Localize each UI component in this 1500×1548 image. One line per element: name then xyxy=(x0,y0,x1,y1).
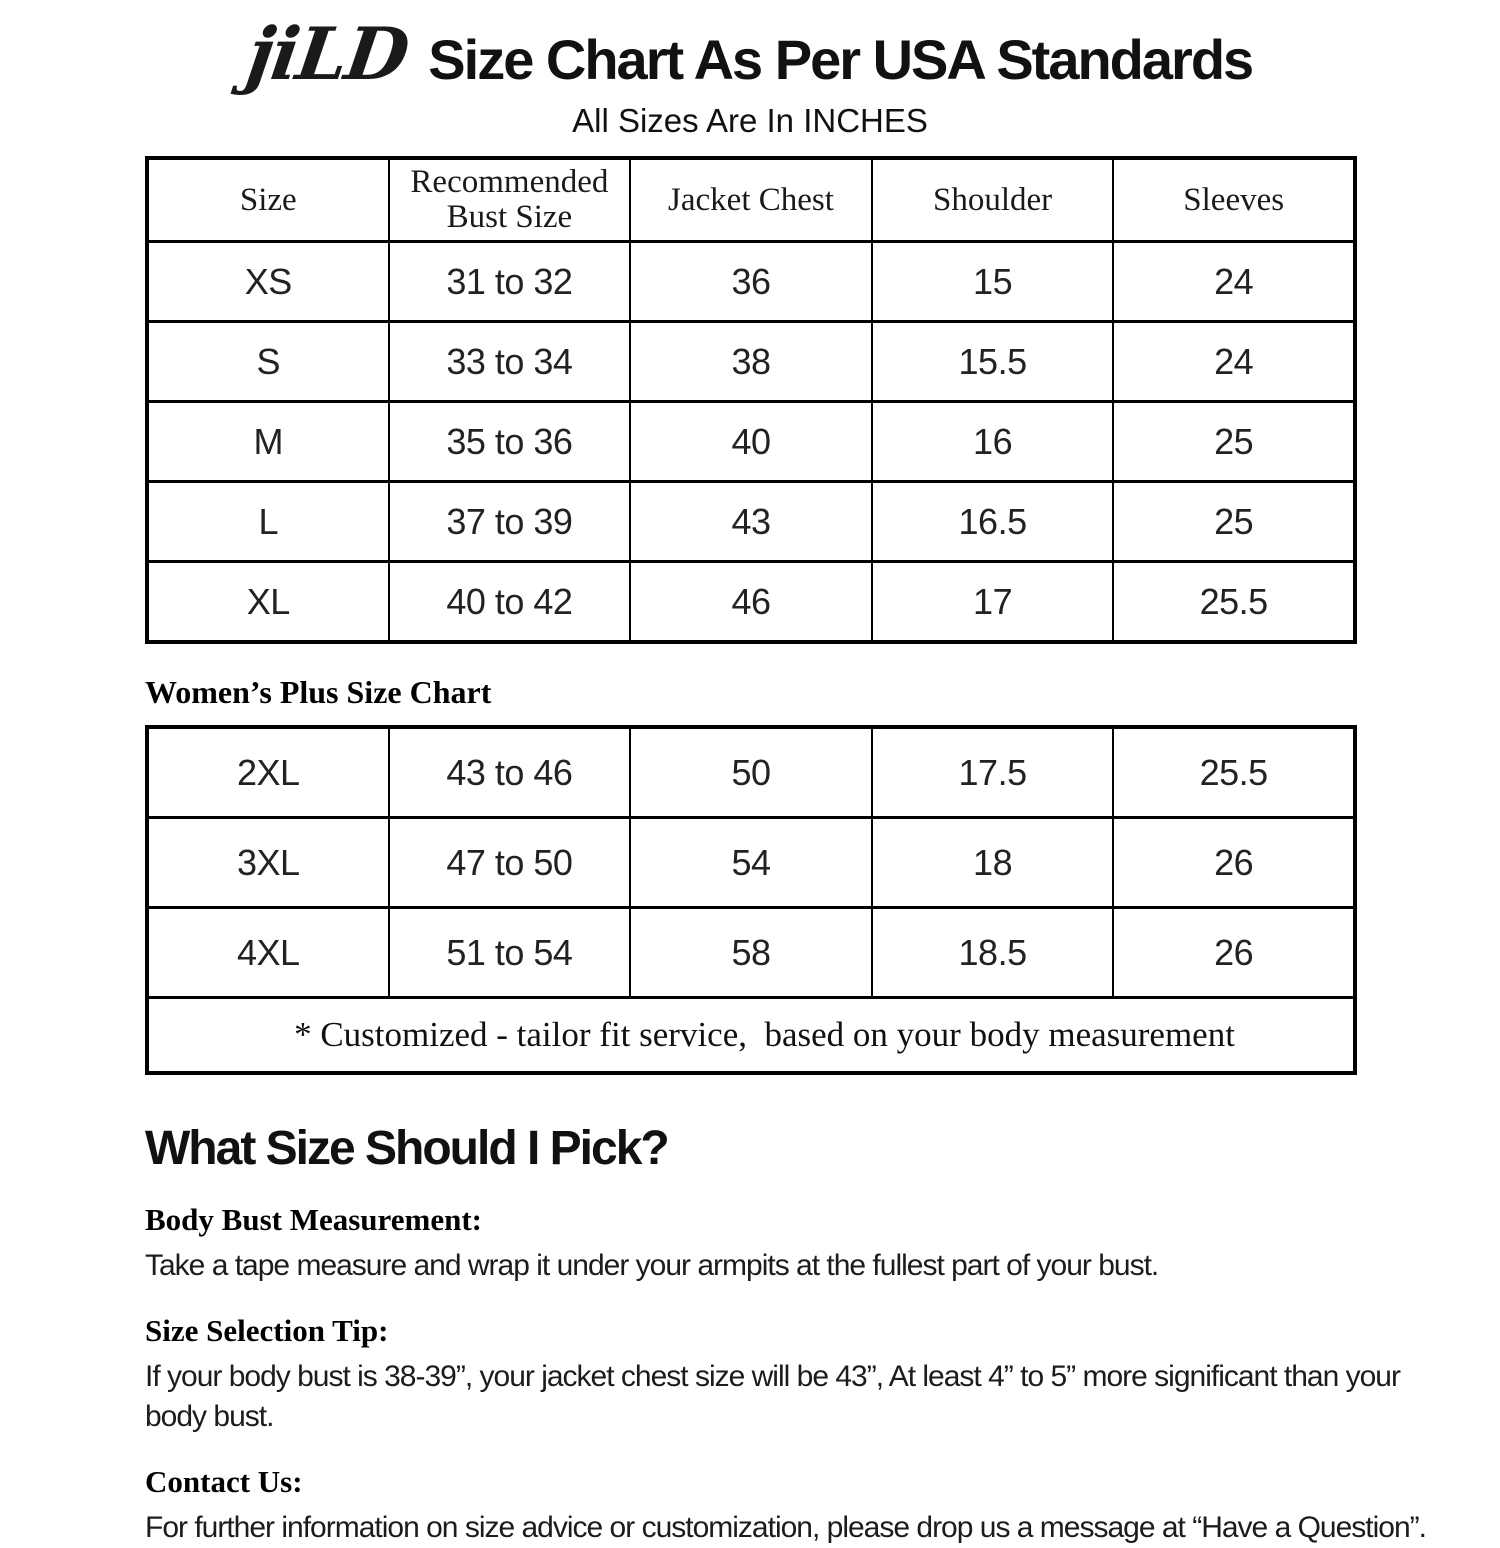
page-header xyxy=(0,18,1500,90)
size-guide-section xyxy=(145,1121,1445,1548)
cell-chest: 54 xyxy=(630,818,872,908)
guide-section-contact xyxy=(145,1464,1445,1548)
cell-sleeves: 24 xyxy=(1113,242,1355,322)
table-row xyxy=(147,562,1355,643)
guide-subheading-bust: Body Bust Measurement: xyxy=(145,1202,1445,1238)
cell-sleeves: 24 xyxy=(1113,322,1355,402)
cell-chest: 43 xyxy=(630,482,872,562)
cell-shoulder: 16 xyxy=(872,402,1114,482)
cell-size: XS xyxy=(147,242,389,322)
table-row xyxy=(147,242,1355,322)
guide-text-tip: If your body bust is 38-39”, your jacket chest size will be 43”, At least 4” to 5” more significant than your body bust. xyxy=(145,1357,1445,1438)
plus-size-table xyxy=(145,725,1357,1075)
guide-section-tip xyxy=(145,1313,1445,1438)
page-title: Size Chart As Per USA Standards xyxy=(428,32,1252,88)
cell-shoulder: 17 xyxy=(872,562,1114,643)
tables-section xyxy=(145,156,1357,1075)
cell-sleeves: 25 xyxy=(1113,402,1355,482)
cell-sleeves: 25 xyxy=(1113,482,1355,562)
standard-size-table xyxy=(145,156,1357,644)
page-subtitle: All Sizes Are In INCHES xyxy=(0,102,1500,140)
guide-subheading-contact: Contact Us: xyxy=(145,1464,1445,1500)
cell-chest: 58 xyxy=(630,908,872,998)
customized-footnote: * Customized - tailor fit service, based on your body measurement xyxy=(147,998,1355,1074)
cell-chest: 36 xyxy=(630,242,872,322)
cell-bust: 51 to 54 xyxy=(389,908,631,998)
guide-heading: What Size Should I Pick? xyxy=(145,1121,1445,1176)
cell-shoulder: 16.5 xyxy=(872,482,1114,562)
cell-size: M xyxy=(147,402,389,482)
cell-bust: 47 to 50 xyxy=(389,818,631,908)
cell-sleeves: 25.5 xyxy=(1113,562,1355,643)
table-row xyxy=(147,818,1355,908)
cell-sleeves: 26 xyxy=(1113,818,1355,908)
table-row xyxy=(147,727,1355,818)
cell-bust: 40 to 42 xyxy=(389,562,631,643)
cell-chest: 46 xyxy=(630,562,872,643)
guide-text-contact: For further information on size advice or customization, please drop us a message at “Have a Question”. xyxy=(145,1508,1445,1548)
cell-bust: 31 to 32 xyxy=(389,242,631,322)
column-header-chest: Jacket Chest xyxy=(630,158,872,242)
cell-chest: 38 xyxy=(630,322,872,402)
table-header-row xyxy=(147,158,1355,242)
cell-shoulder: 18.5 xyxy=(872,908,1114,998)
cell-shoulder: 15.5 xyxy=(872,322,1114,402)
cell-size: 2XL xyxy=(147,727,389,818)
plus-size-heading: Women’s Plus Size Chart xyxy=(145,674,1357,711)
column-header-sleeves: Sleeves xyxy=(1113,158,1355,242)
cell-size: 4XL xyxy=(147,908,389,998)
cell-shoulder: 15 xyxy=(872,242,1114,322)
footnote-row xyxy=(147,998,1355,1074)
column-header-bust: Recommended Bust Size xyxy=(389,158,631,242)
cell-sleeves: 25.5 xyxy=(1113,727,1355,818)
cell-size: XL xyxy=(147,562,389,643)
cell-bust: 35 to 36 xyxy=(389,402,631,482)
cell-bust: 43 to 46 xyxy=(389,727,631,818)
guide-text-bust: Take a tape measure and wrap it under your armpits at the fullest part of your bust. xyxy=(145,1246,1445,1287)
brand-logo: jiLD xyxy=(243,18,412,90)
cell-size: L xyxy=(147,482,389,562)
table-row xyxy=(147,908,1355,998)
cell-size: S xyxy=(147,322,389,402)
cell-chest: 50 xyxy=(630,727,872,818)
table-row xyxy=(147,402,1355,482)
column-header-size: Size xyxy=(147,158,389,242)
cell-chest: 40 xyxy=(630,402,872,482)
cell-sleeves: 26 xyxy=(1113,908,1355,998)
cell-bust: 37 to 39 xyxy=(389,482,631,562)
table-row xyxy=(147,482,1355,562)
cell-shoulder: 18 xyxy=(872,818,1114,908)
cell-bust: 33 to 34 xyxy=(389,322,631,402)
guide-section-bust xyxy=(145,1202,1445,1287)
column-header-shoulder: Shoulder xyxy=(872,158,1114,242)
table-row xyxy=(147,322,1355,402)
cell-size: 3XL xyxy=(147,818,389,908)
guide-subheading-tip: Size Selection Tip: xyxy=(145,1313,1445,1349)
cell-shoulder: 17.5 xyxy=(872,727,1114,818)
